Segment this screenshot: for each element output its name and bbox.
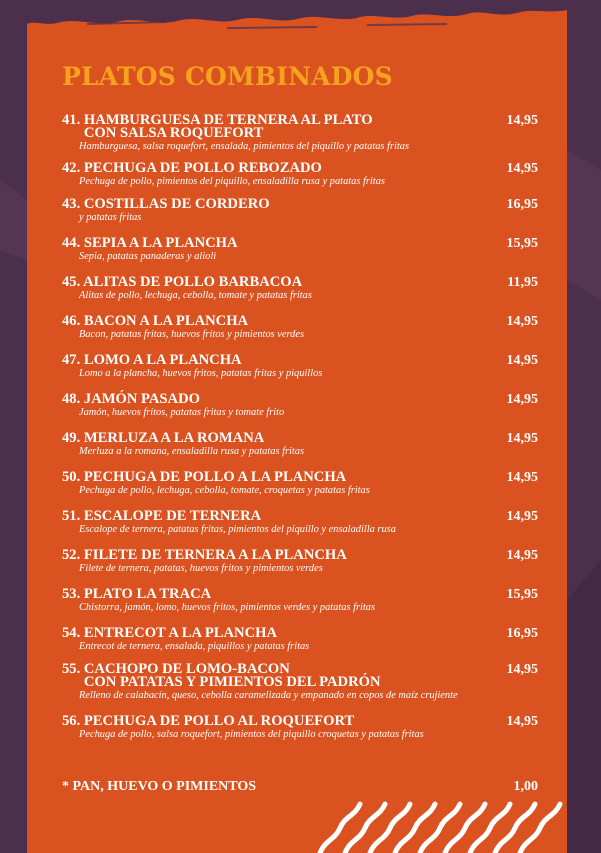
footnote-price: 1,00	[513, 779, 538, 794]
item-price: 16,95	[506, 626, 538, 641]
torn-edge-decoration	[27, 0, 567, 40]
item-name: 56. PECHUGA DE POLLO AL ROQUEFORT	[62, 713, 355, 729]
item-price: 14,95	[506, 392, 538, 407]
menu-item	[62, 354, 538, 380]
item-price: 16,95	[506, 197, 538, 212]
item-name: 49. MERLUZA A LA ROMANA	[62, 430, 265, 446]
menu-item	[62, 114, 538, 153]
item-description: Pechuga de pollo, pimientos del piquillo, ensaladilla rusa y patatas fritas	[79, 176, 385, 187]
item-description: Sepia, patatas panaderas y alioli	[79, 251, 217, 262]
item-name: 44. SEPIA A LA PLANCHA	[62, 235, 238, 251]
menu-item	[62, 198, 538, 224]
item-name: 46. BACON A LA PLANCHA	[62, 313, 249, 329]
menu-item	[62, 315, 538, 341]
menu-item	[62, 715, 538, 741]
menu-item	[62, 627, 538, 653]
item-price: 14,95	[506, 662, 538, 677]
item-price: 11,95	[507, 275, 538, 290]
item-price: 14,95	[506, 353, 538, 368]
item-price: 14,95	[506, 431, 538, 446]
item-name: 51. ESCALOPE DE TERNERA	[62, 508, 262, 524]
item-price: 14,95	[506, 509, 538, 524]
item-description: Jamón, huevos fritos, patatas fritas y tomate frito	[79, 407, 285, 418]
menu-item	[62, 432, 538, 458]
item-description: Pechuga de pollo, salsa roquefort, pimientos del piquillo croquetas y patatas fritas	[79, 729, 424, 740]
item-price: 14,95	[506, 314, 538, 329]
menu-item	[62, 237, 538, 263]
item-price: 14,95	[506, 548, 538, 563]
item-name: 42. PECHUGA DE POLLO REBOZADO	[62, 160, 322, 176]
item-description: Filete de ternera, patatas, huevos fritos y pimientos verdes	[79, 563, 323, 574]
menu-items-list	[62, 114, 538, 741]
item-description: Pechuga de pollo, lechuga, cebolla, tomate, croquetas y patatas fritas	[79, 485, 370, 496]
item-price: 15,95	[506, 587, 538, 602]
extras-footnote	[62, 779, 538, 795]
menu-item	[62, 471, 538, 497]
menu-item	[62, 276, 538, 302]
item-description: Lomo a la plancha, huevos fritos, patatas fritas y piquillos	[79, 368, 323, 379]
item-description: Escalope de ternera, patatas fritas, pimientos del piquillo y ensaladilla rusa	[79, 524, 396, 535]
menu-item	[62, 549, 538, 575]
item-price: 14,95	[506, 113, 538, 128]
item-name: 41. HAMBURGUESA DE TERNERA AL PLATO CON SALSA ROQUEFORT	[62, 112, 373, 141]
footnote-label: * PAN, HUEVO O PIMIENTOS	[62, 779, 257, 794]
item-name: 55. CACHOPO DE LOMO-BACON CON PATATAS Y PIMIENTOS DEL PADRÓN	[62, 661, 381, 690]
item-description: Hamburguesa, salsa roquefort, ensalada, pimientos del piquillo y patatas fritas	[79, 141, 409, 152]
menu-item	[62, 162, 538, 188]
menu-item	[62, 510, 538, 536]
item-name: 45. ALITAS DE POLLO BARBACOA	[62, 274, 303, 290]
item-name: 47. LOMO A LA PLANCHA	[62, 352, 242, 368]
item-price: 14,95	[506, 161, 538, 176]
item-description: Bacon, patatas fritas, huevos fritos y pimientos verdes	[79, 329, 305, 340]
menu-item	[62, 393, 538, 419]
item-name: 50. PECHUGA DE POLLO A LA PLANCHA	[62, 469, 347, 485]
menu-item	[62, 588, 538, 614]
item-price: 14,95	[506, 714, 538, 729]
item-description: Chistorra, jamón, lomo, huevos fritos, pimientos verdes y patatas fritas	[79, 602, 376, 613]
item-price: 14,95	[506, 470, 538, 485]
menu-item	[62, 663, 538, 702]
item-description: Alitas de pollo, lechuga, cebolla, tomate y patatas fritas	[79, 290, 312, 301]
item-name: 48. JAMÓN PASADO	[62, 391, 200, 407]
item-name: 53. PLATO LA TRACA	[62, 586, 212, 602]
wave-decoration	[300, 800, 567, 853]
item-description: Merluza a la romana, ensaladilla rusa y patatas fritas	[79, 446, 305, 457]
item-description: y patatas fritas	[79, 212, 142, 223]
item-description: Entrecot de ternera, ensalada, piquillos y patatas fritas	[79, 641, 310, 652]
item-price: 15,95	[506, 236, 538, 251]
item-name: 52. FILETE DE TERNERA A LA PLANCHA	[62, 547, 347, 563]
section-title: PLATOS COMBINADOS	[62, 62, 393, 91]
item-name: 54. ENTRECOT A LA PLANCHA	[62, 625, 278, 641]
item-name: 43. COSTILLAS DE CORDERO	[62, 196, 270, 212]
item-description: Relleno de calabacín, queso, cebolla caramelizada y empanado en copos de maíz crujiente	[79, 690, 458, 701]
